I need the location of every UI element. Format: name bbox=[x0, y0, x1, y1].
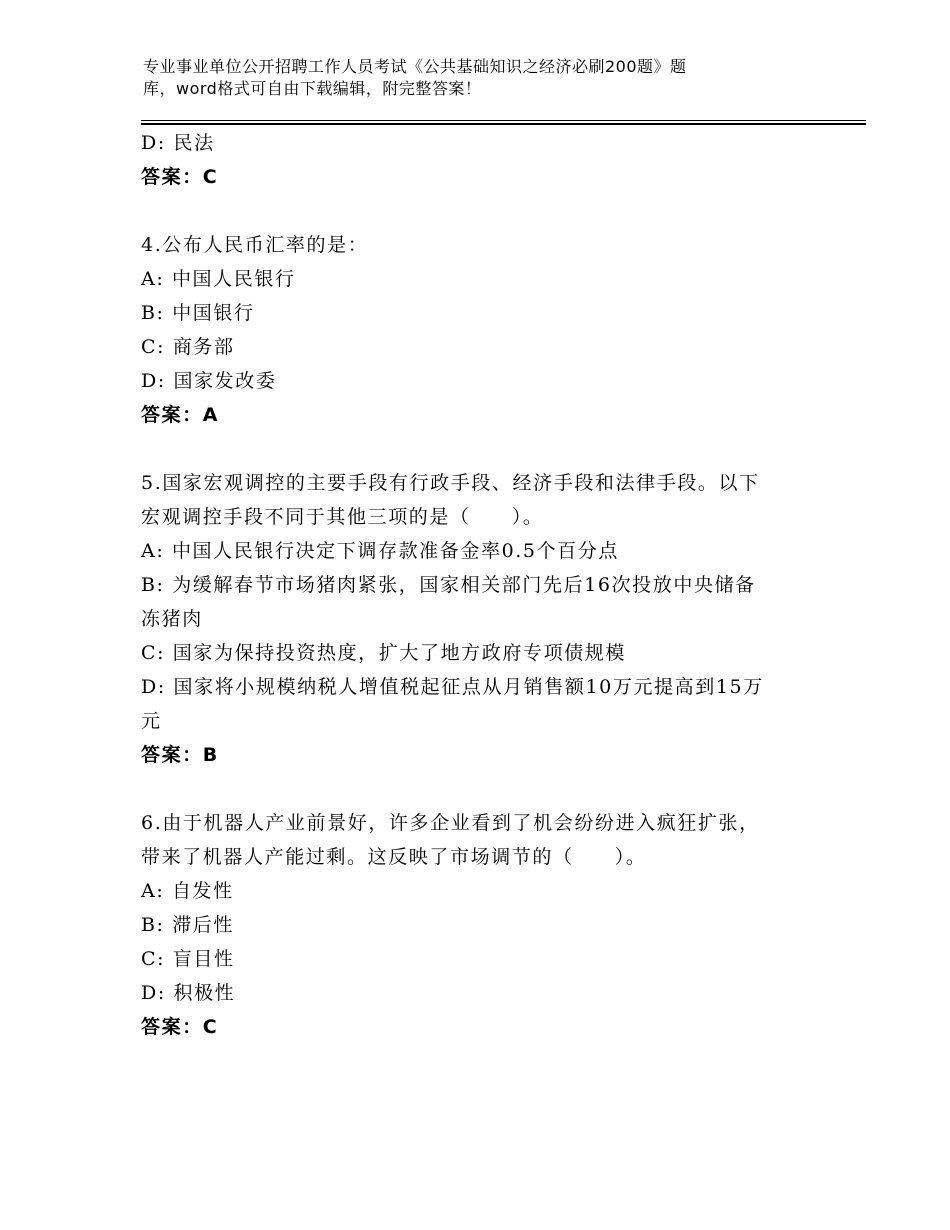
q5-option-b-line-1: B: 为缓解春节市场猪肉紧张，国家相关部门先后16次投放中央储备 bbox=[141, 574, 756, 596]
q6-option-d: D: 积极性 bbox=[141, 982, 236, 1004]
q5-question-line-2: 宏观调控手段不同于其他三项的是（ ）。 bbox=[141, 506, 544, 528]
spacer bbox=[141, 194, 821, 228]
q5-question-line-1: 5.国家宏观调控的主要手段有行政手段、经济手段和法律手段。以下 bbox=[141, 472, 760, 494]
q5-option-c: C: 国家为保持投资热度，扩大了地方政府专项债规模 bbox=[141, 642, 626, 664]
q4-option-d: D: 国家发改委 bbox=[141, 370, 277, 392]
q3-option-d: D: 民法 bbox=[141, 132, 215, 154]
spacer bbox=[141, 772, 821, 806]
q6-question-line-1: 6.由于机器人产业前景好，许多企业看到了机会纷纷进入疯狂扩张， bbox=[141, 812, 760, 834]
q3-answer: 答案：C bbox=[141, 166, 219, 188]
q4-question: 4.公布人民币汇率的是： bbox=[141, 234, 369, 256]
q4-option-c: C: 商务部 bbox=[141, 336, 235, 358]
q6-question-line-2: 带来了机器人产能过剩。这反映了市场调节的（ ）。 bbox=[141, 846, 647, 868]
q5-option-a: A: 中国人民银行决定下调存款准备金率0.5个百分点 bbox=[141, 540, 619, 562]
q5-option-d-line-2: 元 bbox=[141, 710, 162, 732]
q4-answer: 答案：A bbox=[141, 404, 220, 426]
document-body bbox=[141, 126, 821, 1044]
header-line-1: 专业事业单位公开招聘工作人员考试《公共基础知识之经济必刷200题》题 bbox=[143, 57, 687, 76]
header-rule-thick bbox=[141, 123, 866, 125]
q4-option-b: B: 中国银行 bbox=[141, 302, 255, 324]
q6-answer: 答案：C bbox=[141, 1016, 219, 1038]
q5-option-d-line-1: D: 国家将小规模纳税人增值税起征点从月销售额10万元提高到15万 bbox=[141, 676, 764, 698]
header-rule-thin bbox=[141, 120, 866, 121]
q5-option-b-line-2: 冻猪肉 bbox=[141, 608, 203, 630]
q6-option-a: A: 自发性 bbox=[141, 880, 234, 902]
document-header bbox=[143, 56, 843, 100]
header-line-2: 库，word格式可自由下载编辑，附完整答案！ bbox=[143, 79, 482, 98]
q5-answer: 答案：B bbox=[141, 744, 219, 766]
q6-option-c: C: 盲目性 bbox=[141, 948, 235, 970]
spacer bbox=[141, 432, 821, 466]
q6-option-b: B: 滞后性 bbox=[141, 914, 235, 936]
q4-option-a: A: 中国人民银行 bbox=[141, 268, 296, 290]
